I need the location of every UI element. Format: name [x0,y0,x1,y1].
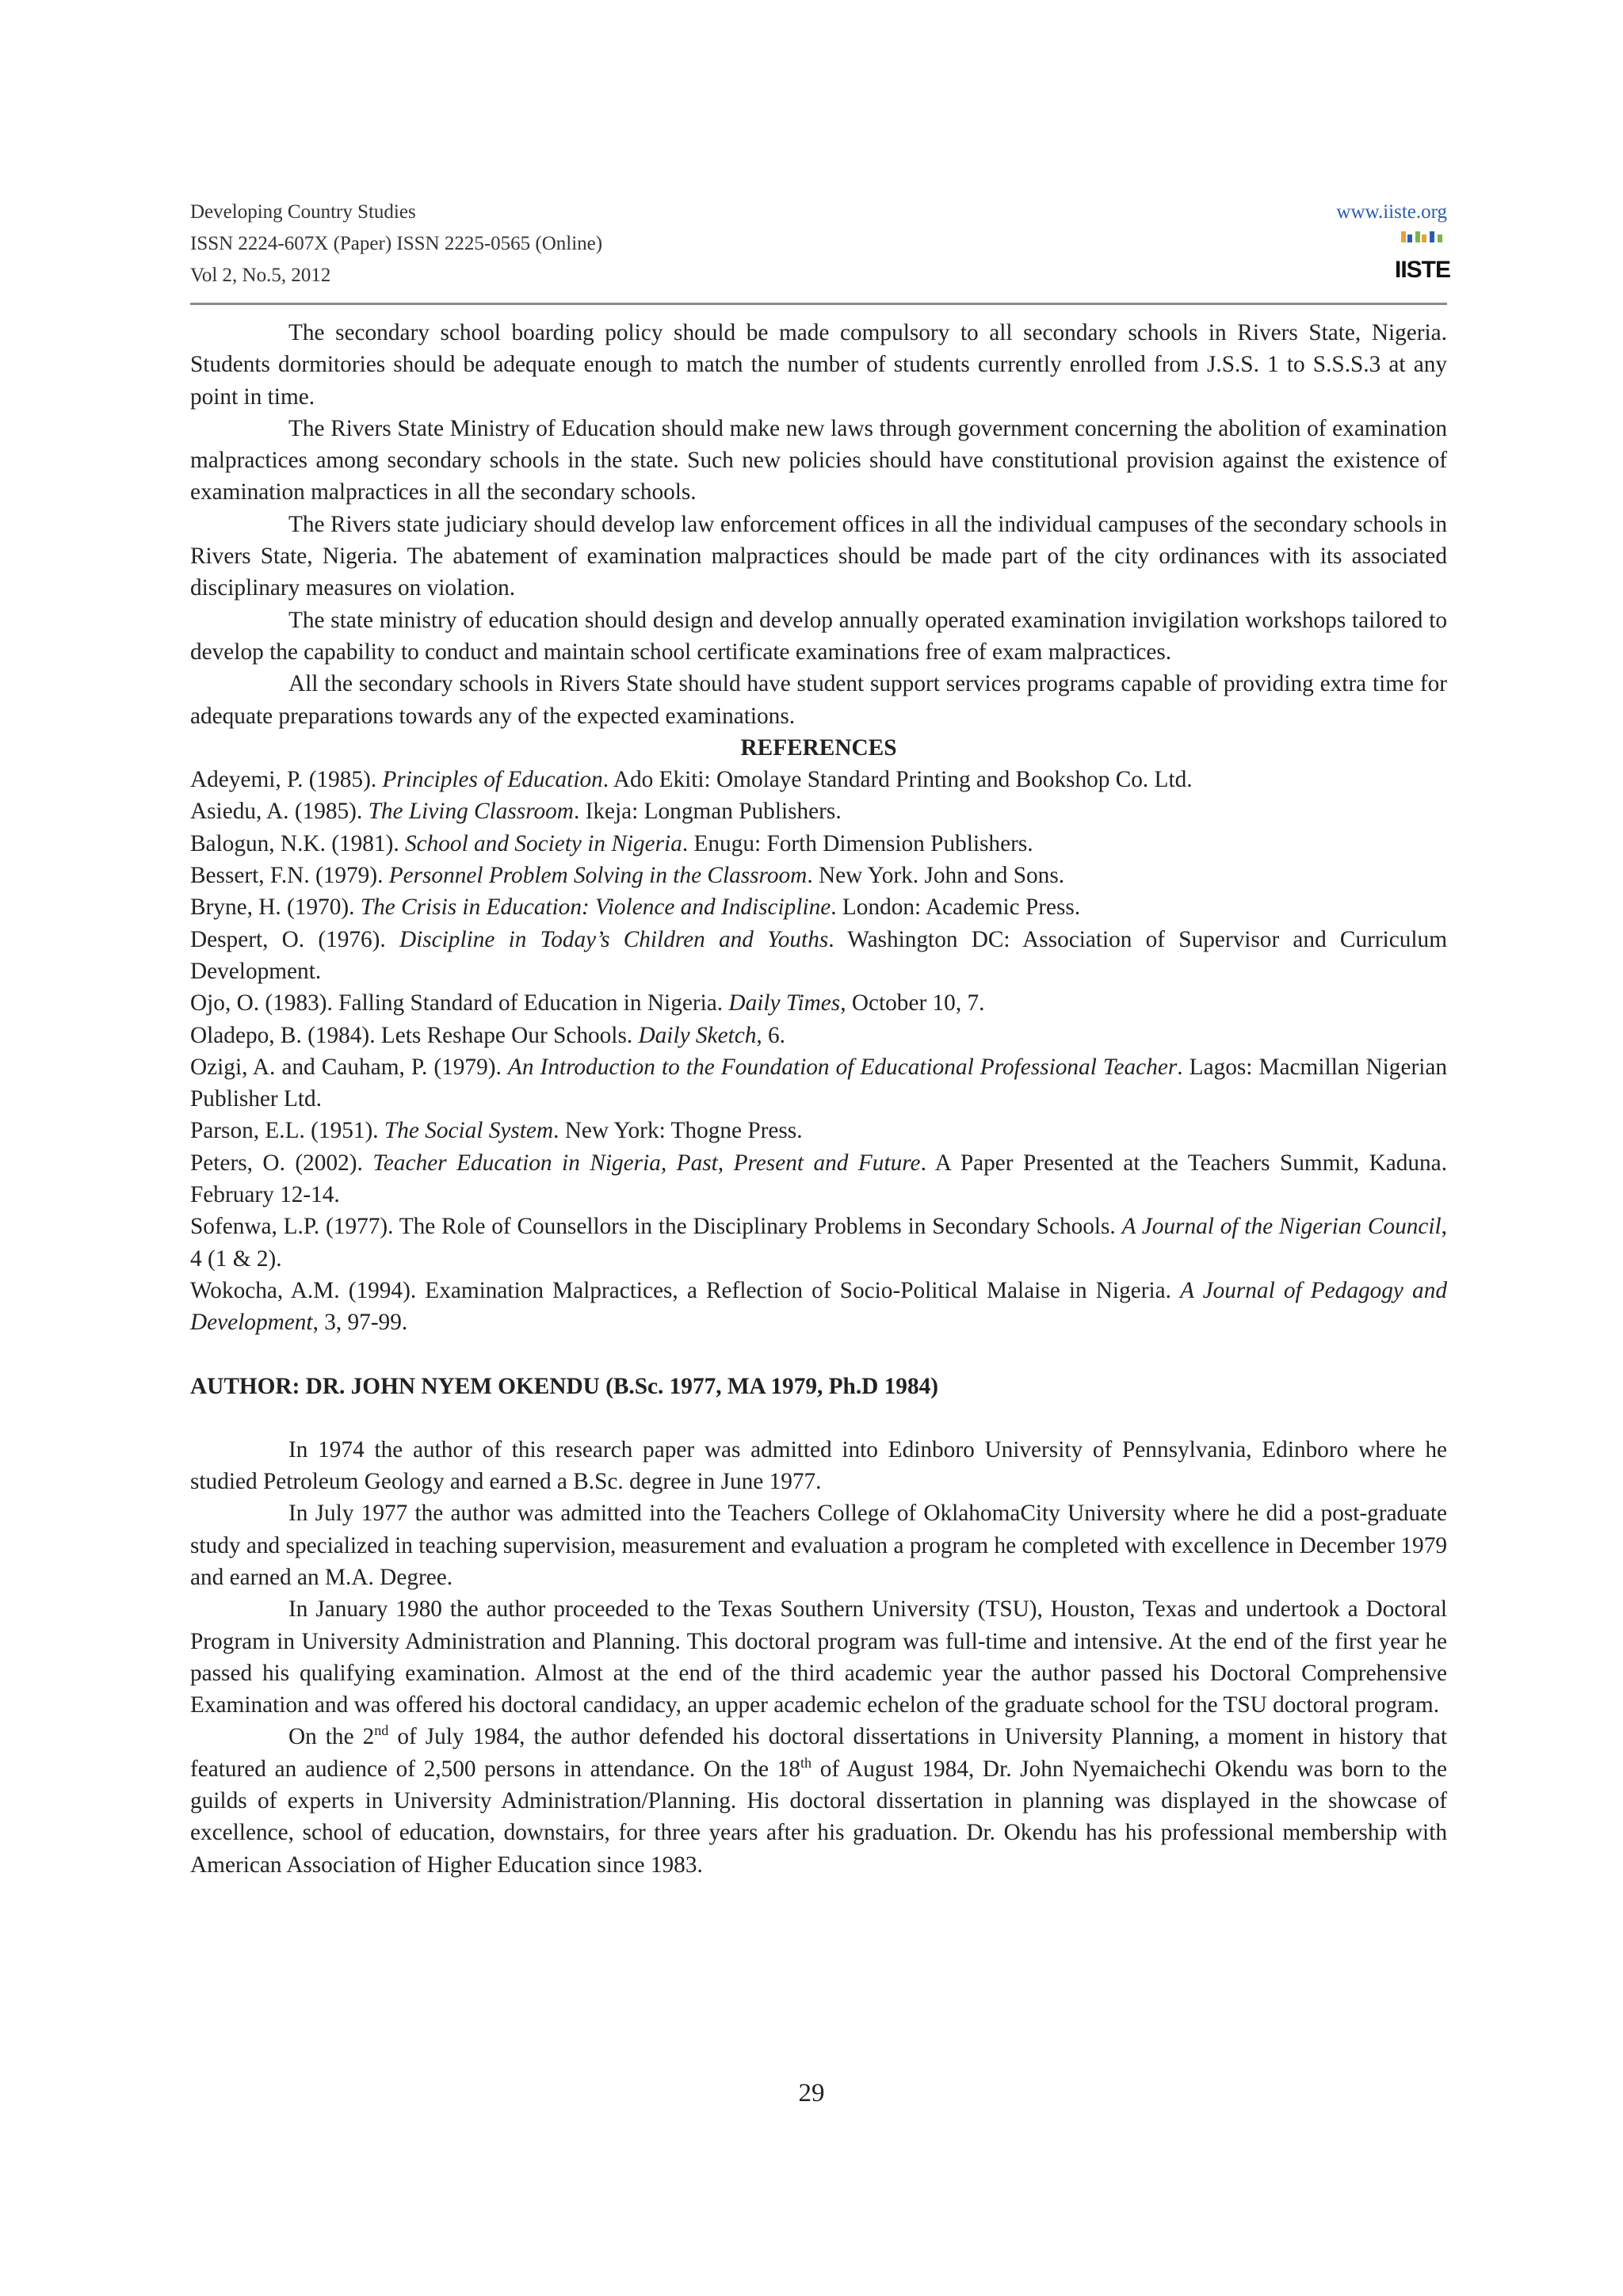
body-paragraph: The Rivers State Ministry of Education should make new laws through government concerning the abolition of examination malpractices among secondary schools in the state. Such new policies should have constitutional provision against the existence of examination malpractices in all the secondary schools. [190,415,1447,505]
reference-item: Despert, O. (1976). Discipline in Today’s Children and Youths. Washington DC: Association of Supervisor and Curriculum Development. [190,926,1447,984]
references-heading: REFERENCES [740,734,897,761]
reference-list [190,764,1447,1338]
author-paragraph: In 1974 the author of this research paper was admitted into Edinboro University of Pennsylvania, Edinboro where he studied Petroleum Geology and earned a B.Sc. degree in June 1977. [190,1436,1447,1495]
journal-website-link[interactable]: www.iiste.org [1336,201,1447,223]
reference-item: Adeyemi, P. (1985). Principles of Education. Ado Ekiti: Omolaye Standard Printing and Bookshop Co. Ltd. [190,767,1193,793]
reference-item: Balogun, N.K. (1981). School and Society in Nigeria. Enugu: Forth Dimension Publishers. [190,830,1033,856]
author-paragraph: In January 1980 the author proceeded to the Texas Southern University (TSU), Houston, Texas and undertook a Doctoral Program in University Administration and Planning. This doctoral program was full-time and intensive. At the end of the first year he passed his qualifying examination. Almost at the end of the third academic year the author passed his Doctoral Comprehensive Examination and was offered his doctoral candidacy, an upper academic echelon of the graduate school for the TSU doctoral program. [190,1596,1447,1718]
author-heading: AUTHOR: DR. JOHN NYEM OKENDU (B.Sc. 1977, MA 1979, Ph.D 1984) [190,1373,938,1399]
volume-line: Vol 2, No.5, 2012 [190,265,331,286]
reference-item: Ojo, O. (1983). Falling Standard of Education in Nigeria. Daily Times, October 10, 7. [190,990,985,1016]
body-paragraph: The secondary school boarding policy should be made compulsory to all secondary schools in Rivers State, Nigeria. Students dormitories should be adequate enough to match the number of students currently enrolled from J.S.S. 1 to S.S.S.3 at any point in time. [190,320,1447,410]
body-paragraph: All the secondary schools in Rivers State should have student support services programs capable of providing extra time for adequate preparations towards any of the expected examinations. [190,671,1447,729]
journal-title: Developing Country Studies [190,201,416,223]
reference-item: Sofenwa, L.P. (1977). The Role of Counsellors in the Disciplinary Problems in Secondary Schools. A Journal of the Nigerian Council, 4 (1 & 2). [190,1214,1447,1272]
reference-item: Oladepo, B. (1984). Lets Reshape Our Schools. Daily Sketch, 6. [190,1022,785,1048]
body-paragraph: The Rivers state judiciary should develop law enforcement offices in all the individual campuses of the secondary schools in Rivers State, Nigeria. The abatement of examination malpractices should be made part of the city ordinances with its associated disciplinary measures on violation. [190,511,1447,601]
svg-text:IISTE: IISTE [1394,257,1451,283]
iiste-logo [1394,230,1451,283]
reference-item: Wokocha, A.M. (1994). Examination Malpractices, a Reflection of Socio-Political Malaise in Nigeria. A Journal of Pedagogy and Development, 3, 97-99. [190,1277,1447,1336]
issn-line: ISSN 2224-607X (Paper) ISSN 2225-0565 (Online) [190,233,603,254]
reference-item: Ozigi, A. and Cauham, P. (1979). An Introduction to the Foundation of Educational Professional Teacher. Lagos: Macmillan Nigerian Publisher Ltd. [190,1054,1448,1112]
page-header [190,196,1451,292]
page-number: 29 [798,2079,825,2107]
author-paragraph: In July 1977 the author was admitted into the Teachers College of OklahomaCity University where he did a post-graduate study and specialized in teaching supervision, measurement and evaluation a program he completed with excellence in December 1979 and earned an M.A. Degree. [190,1501,1447,1590]
page-body [190,317,1447,1881]
reference-item: Parson, E.L. (1951). The Social System. New York: Thogne Press. [190,1118,803,1144]
reference-item: Bryne, H. (1970). The Crisis in Education: Violence and Indiscipline. London: Academic Press. [190,894,1081,921]
header-rule [190,303,1447,305]
reference-item: Peters, O. (2002). Teacher Education in Nigeria, Past, Present and Future. A Paper Presented at the Teachers Summit, Kaduna. February 12-14. [190,1150,1448,1208]
author-paragraph: On the 2nd of July 1984, the author defended his doctoral dissertations in University Planning, a moment in history that featured an audience of 2,500 persons in attendance. On the 18th of August 1984, Dr. John Nyemaichechi Okendu was born to the guilds of experts in University Administration/Planning. His doctoral dissertation in planning was displayed in the showcase of excellence, school of education, downstairs, for three years after his graduation. Dr. Okendu has his professional membership with American Association of Higher Education since 1983. [190,1722,1447,1878]
body-paragraph: The state ministry of education should design and develop annually operated examination invigilation workshops tailored to develop the capability to conduct and maintain school certificate examinations free of exam malpractices. [190,607,1447,665]
reference-item: Bessert, F.N. (1979). Personnel Problem Solving in the Classroom. New York. John and Sons. [190,863,1065,889]
reference-item: Asiedu, A. (1985). The Living Classroom. Ikeja: Longman Publishers. [190,799,842,825]
